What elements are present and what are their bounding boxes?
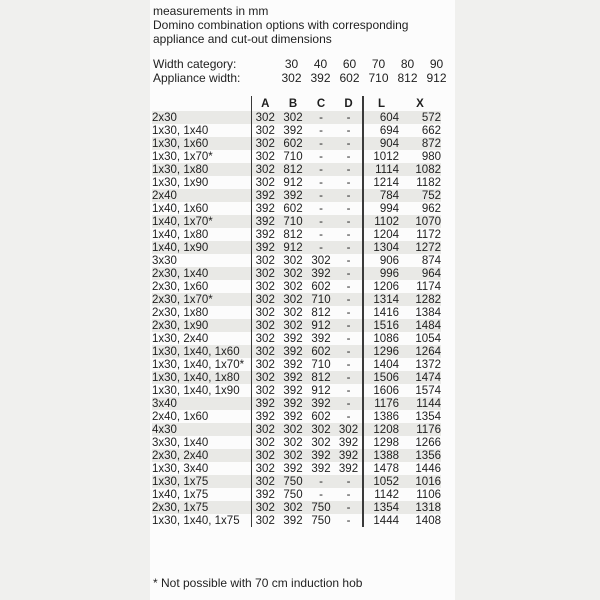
page-title-line1: Domino combination options with corresponding [153, 18, 409, 32]
table-row [152, 254, 441, 267]
table-body [152, 111, 441, 527]
value-a: 302 [251, 501, 279, 514]
value-d: - [346, 280, 351, 293]
value-a: 302 [251, 514, 279, 527]
value-a: 302 [251, 124, 279, 137]
value-a: 302 [251, 345, 279, 358]
value-d: - [346, 124, 351, 137]
value-b: 302 [279, 319, 307, 332]
table-row [152, 488, 441, 501]
value-x: 1106 [416, 488, 441, 501]
value-c: - [307, 111, 335, 124]
combination-label: 1x30, 2x40 [152, 332, 209, 345]
value-l: 1102 [363, 215, 399, 228]
width-category-value: 60 [342, 57, 357, 71]
value-c: - [307, 189, 335, 202]
value-a: 392 [251, 215, 279, 228]
appliance-width-value: 710 [368, 71, 389, 85]
combination-label: 2x30 [152, 111, 251, 124]
combination-label: 2x30, 1x40 [152, 267, 251, 280]
width-category-value: 80 [400, 57, 415, 71]
value-l: 1304 [363, 241, 399, 254]
table-row [152, 137, 441, 150]
value-a: 302 [251, 384, 279, 397]
value-a: 302 [251, 371, 279, 384]
combination-label: 1x30, 1x40, 1x75 [152, 514, 240, 527]
value-d: - [335, 319, 363, 332]
width-category-value: 40 [313, 57, 328, 71]
value-a: 302 [251, 111, 279, 124]
value-d: - [335, 475, 363, 488]
value-l: 906 [363, 254, 399, 267]
value-x: 1182 [416, 176, 441, 189]
appliance-width-value: 912 [426, 71, 447, 85]
table-row [152, 293, 441, 306]
table-header-row [152, 96, 441, 111]
combination-label: 1x30, 1x80 [152, 163, 251, 176]
combination-label: 1x30, 1x40, 1x90 [152, 384, 240, 397]
value-d: - [346, 176, 351, 189]
value-b: 302 [279, 293, 307, 306]
column-header-l: L [363, 96, 399, 111]
value-x: 1408 [415, 514, 441, 527]
value-b: 750 [283, 488, 303, 501]
combination-label: 1x30, 1x40, 1x60 [152, 345, 251, 358]
combination-label: 2x40 [152, 189, 251, 202]
value-l: 1052 [363, 475, 399, 488]
value-d: - [346, 228, 351, 241]
table-row [152, 150, 441, 163]
combination-label: 2x30, 1x60 [152, 280, 209, 293]
value-d: - [346, 306, 351, 319]
document-page [150, 0, 455, 600]
value-l: 1114 [363, 163, 399, 176]
combination-label: 1x30, 1x40, 1x80 [152, 371, 251, 384]
value-b: 302 [279, 423, 307, 436]
value-l: 784 [363, 189, 399, 202]
table-row [152, 241, 441, 254]
value-c: - [319, 124, 323, 137]
combination-label: 1x30, 1x70* [152, 150, 213, 163]
value-d: 392 [335, 449, 363, 462]
value-d: - [335, 189, 363, 202]
combination-label: 3x30, 1x40 [152, 436, 209, 449]
width-info-block [153, 57, 451, 85]
value-b: 392 [283, 124, 303, 137]
value-a: 302 [251, 475, 279, 488]
value-l: 1354 [363, 501, 399, 514]
value-d: - [346, 358, 351, 371]
value-d: - [335, 241, 363, 254]
value-a: 302 [251, 462, 279, 475]
table-row [152, 384, 441, 397]
value-l: 1478 [363, 462, 399, 475]
value-c: - [307, 475, 335, 488]
value-d: - [346, 384, 351, 397]
width-category-value: 90 [429, 57, 444, 71]
value-d: 392 [338, 462, 359, 475]
value-c: 392 [307, 449, 335, 462]
table-row [152, 215, 441, 228]
value-a: 392 [251, 228, 279, 241]
column-header-b: B [288, 97, 298, 110]
value-x: 1354 [415, 410, 441, 423]
value-d: - [346, 514, 351, 527]
value-a: 392 [251, 410, 279, 423]
value-x: 752 [399, 189, 441, 202]
value-a: 302 [251, 332, 279, 345]
table-row [152, 176, 441, 189]
footnote: * Not possible with 70 cm induction hob [153, 576, 363, 590]
value-b: 710 [279, 215, 307, 228]
width-category-value: 70 [371, 57, 386, 71]
value-b: 602 [279, 137, 307, 150]
value-d: - [335, 111, 363, 124]
value-l: 1386 [363, 410, 399, 423]
table-row [152, 345, 441, 358]
table-row [152, 280, 441, 293]
value-c: 602 [311, 410, 331, 423]
value-b: 302 [279, 267, 307, 280]
value-x: 1484 [399, 319, 441, 332]
value-b: 302 [283, 306, 303, 319]
value-b: 302 [279, 449, 307, 462]
value-d: - [335, 371, 363, 384]
value-x: 1172 [416, 228, 441, 241]
value-c: - [319, 488, 323, 501]
width-category-row [153, 57, 451, 71]
value-a: 302 [251, 358, 279, 371]
value-c: - [319, 202, 323, 215]
value-d: 392 [338, 436, 359, 449]
value-c: 392 [311, 462, 331, 475]
value-l: 904 [363, 137, 399, 150]
value-d: - [335, 163, 363, 176]
value-a: 302 [251, 280, 279, 293]
value-c: 710 [311, 358, 331, 371]
combination-label: 1x30, 1x40, 1x70* [152, 358, 245, 371]
value-c: 912 [307, 319, 335, 332]
measurement-note: measurements in mm [153, 4, 269, 18]
value-l: 1516 [363, 319, 399, 332]
value-x: 1070 [399, 215, 441, 228]
value-l: 694 [363, 124, 399, 137]
value-x: 1144 [399, 397, 441, 410]
column-header-x: X [416, 97, 424, 110]
appliance-width-value: 302 [281, 71, 302, 85]
value-d: - [335, 137, 363, 150]
value-x: 1174 [416, 280, 441, 293]
value-l: 1506 [363, 371, 399, 384]
combination-label: 2x30, 1x90 [152, 319, 251, 332]
value-b: 392 [283, 358, 303, 371]
value-c: 392 [311, 332, 331, 345]
value-a: 302 [251, 293, 279, 306]
value-c: 392 [307, 397, 335, 410]
combination-label: 1x40, 1x60 [152, 202, 209, 215]
value-c: - [307, 241, 335, 254]
appliance-width-label: Appliance width: [153, 71, 241, 85]
value-x: 874 [421, 254, 441, 267]
value-c: 750 [307, 501, 335, 514]
value-x: 1384 [415, 306, 441, 319]
value-b: 302 [283, 436, 303, 449]
table-row [152, 462, 441, 475]
combination-label: 1x30, 1x40 [152, 124, 209, 137]
value-d: - [346, 410, 351, 423]
value-c: 602 [307, 345, 335, 358]
value-x: 1282 [399, 293, 441, 306]
value-b: 302 [279, 111, 307, 124]
value-x: 1272 [399, 241, 441, 254]
value-d: - [346, 488, 351, 501]
table-row [152, 449, 441, 462]
value-l: 996 [363, 267, 399, 280]
appliance-width-value: 812 [397, 71, 418, 85]
value-b: 392 [283, 462, 303, 475]
value-b: 602 [283, 202, 303, 215]
value-b: 392 [279, 397, 307, 410]
value-b: 812 [279, 163, 307, 176]
value-x: 1372 [415, 358, 441, 371]
value-d: 302 [335, 423, 363, 436]
appliance-width-value: 602 [339, 71, 360, 85]
combination-label: 1x30, 3x40 [152, 462, 209, 475]
value-b: 812 [283, 228, 303, 241]
table-row [152, 358, 441, 371]
value-l: 1606 [363, 384, 399, 397]
table-row [152, 332, 441, 345]
combination-label: 1x30, 1x90 [152, 176, 209, 189]
value-c: 750 [311, 514, 331, 527]
value-a: 302 [251, 267, 279, 280]
combination-label: 2x30, 1x80 [152, 306, 209, 319]
value-c: - [319, 150, 323, 163]
value-l: 1416 [363, 306, 399, 319]
value-l: 994 [363, 202, 399, 215]
table-row [152, 111, 441, 124]
value-l: 1176 [363, 397, 399, 410]
combination-label: 1x40, 1x80 [152, 228, 209, 241]
value-x: 1446 [415, 462, 441, 475]
page-header [153, 4, 408, 46]
value-a: 392 [251, 397, 279, 410]
value-b: 392 [279, 189, 307, 202]
value-x: 1264 [399, 345, 441, 358]
value-a: 302 [251, 423, 279, 436]
table-row [152, 319, 441, 332]
value-a: 302 [251, 176, 279, 189]
value-d: - [335, 501, 363, 514]
value-l: 1404 [363, 358, 399, 371]
value-x: 1318 [399, 501, 441, 514]
table-row [152, 371, 441, 384]
value-x: 1016 [399, 475, 441, 488]
value-b: 392 [279, 371, 307, 384]
value-a: 302 [251, 150, 279, 163]
combination-label: 4x30 [152, 423, 251, 436]
combination-label: 2x30, 2x40 [152, 449, 251, 462]
table-row [152, 124, 441, 137]
value-a: 302 [251, 137, 279, 150]
value-c: - [307, 137, 335, 150]
value-b: 912 [279, 241, 307, 254]
value-x: 1356 [399, 449, 441, 462]
value-a: 302 [251, 163, 279, 176]
value-c: 302 [311, 436, 331, 449]
value-b: 392 [283, 514, 303, 527]
combination-dimensions-table [152, 96, 441, 527]
table-row [152, 475, 441, 488]
combination-label: 1x40, 1x75 [152, 488, 209, 501]
value-a: 302 [251, 254, 279, 267]
table-row [152, 306, 441, 319]
table-row [152, 410, 441, 423]
table-row [152, 202, 441, 215]
column-header-c: C [316, 97, 326, 110]
value-x: 1474 [399, 371, 441, 384]
value-x: 962 [421, 202, 441, 215]
value-l: 604 [363, 111, 399, 124]
value-l: 1388 [363, 449, 399, 462]
value-b: 912 [283, 176, 303, 189]
appliance-width-row [153, 71, 451, 85]
value-b: 302 [279, 501, 307, 514]
value-c: - [319, 176, 323, 189]
table-header [152, 96, 441, 111]
width-category-value: 30 [284, 57, 299, 71]
value-d: - [335, 215, 363, 228]
table-row [152, 189, 441, 202]
combination-label: 3x40 [152, 397, 251, 410]
value-b: 392 [283, 384, 303, 397]
value-c: - [319, 228, 323, 241]
value-l: 1314 [363, 293, 399, 306]
combination-label: 2x30, 1x75 [152, 501, 251, 514]
value-b: 302 [283, 254, 303, 267]
table-row [152, 436, 441, 449]
value-c: 812 [307, 371, 335, 384]
value-l: 1204 [363, 228, 399, 241]
value-a: 392 [251, 488, 279, 501]
value-l: 1206 [363, 280, 399, 293]
combination-label: 1x40, 1x90 [152, 241, 251, 254]
column-header-a: A [251, 96, 279, 111]
value-d: - [346, 202, 351, 215]
value-x: 1082 [399, 163, 441, 176]
value-c: - [307, 163, 335, 176]
combination-label: 1x30, 1x75 [152, 475, 251, 488]
value-c: 812 [311, 306, 331, 319]
value-l: 1012 [363, 150, 399, 163]
value-x: 964 [399, 267, 441, 280]
value-a: 302 [251, 319, 279, 332]
value-c: 392 [307, 267, 335, 280]
value-l: 1298 [363, 436, 399, 449]
value-x: 872 [399, 137, 441, 150]
combination-label: 2x30, 1x70* [152, 293, 251, 306]
combination-column-header [152, 96, 251, 111]
value-c: 912 [311, 384, 331, 397]
value-d: - [335, 267, 363, 280]
value-a: 392 [251, 189, 279, 202]
value-b: 392 [283, 410, 303, 423]
value-b: 750 [279, 475, 307, 488]
table-row [152, 514, 441, 527]
value-d: - [335, 293, 363, 306]
value-a: 392 [251, 202, 279, 215]
value-a: 302 [251, 436, 279, 449]
value-b: 302 [283, 280, 303, 293]
combination-label: 1x40, 1x70* [152, 215, 251, 228]
value-l: 1214 [363, 176, 399, 189]
value-x: 1176 [399, 423, 441, 436]
value-c: - [307, 215, 335, 228]
value-b: 392 [279, 345, 307, 358]
width-category-label: Width category: [153, 57, 237, 71]
value-c: 302 [307, 423, 335, 436]
value-d: - [346, 254, 351, 267]
table-row [152, 163, 441, 176]
value-l: 1444 [363, 514, 399, 527]
value-x: 1574 [415, 384, 441, 397]
table-row [152, 397, 441, 410]
table-row [152, 423, 441, 436]
table-row [152, 228, 441, 241]
value-a: 302 [251, 449, 279, 462]
combination-label: 2x40, 1x60 [152, 410, 209, 423]
table-row [152, 501, 441, 514]
value-x: 1266 [415, 436, 441, 449]
value-c: 710 [307, 293, 335, 306]
value-l: 1208 [363, 423, 399, 436]
value-d: - [346, 332, 351, 345]
appliance-width-value: 392 [310, 71, 331, 85]
value-x: 980 [421, 150, 441, 163]
value-l: 1296 [363, 345, 399, 358]
combination-label: 1x30, 1x60 [152, 137, 251, 150]
value-d: - [346, 150, 351, 163]
value-l: 1086 [363, 332, 399, 345]
value-d: - [335, 345, 363, 358]
value-a: 302 [251, 306, 279, 319]
value-d: - [335, 397, 363, 410]
value-x: 662 [421, 124, 441, 137]
value-a: 392 [251, 241, 279, 254]
value-c: 602 [311, 280, 331, 293]
value-b: 392 [283, 332, 303, 345]
page-title-line2: appliance and cut-out dimensions [153, 32, 332, 46]
column-header-d: D [344, 97, 353, 110]
value-x: 572 [399, 111, 441, 124]
value-c: 302 [311, 254, 331, 267]
combination-label: 3x30 [152, 254, 177, 267]
value-x: 1054 [415, 332, 441, 345]
value-l: 1142 [363, 488, 399, 501]
value-b: 710 [283, 150, 303, 163]
table-row [152, 267, 441, 280]
